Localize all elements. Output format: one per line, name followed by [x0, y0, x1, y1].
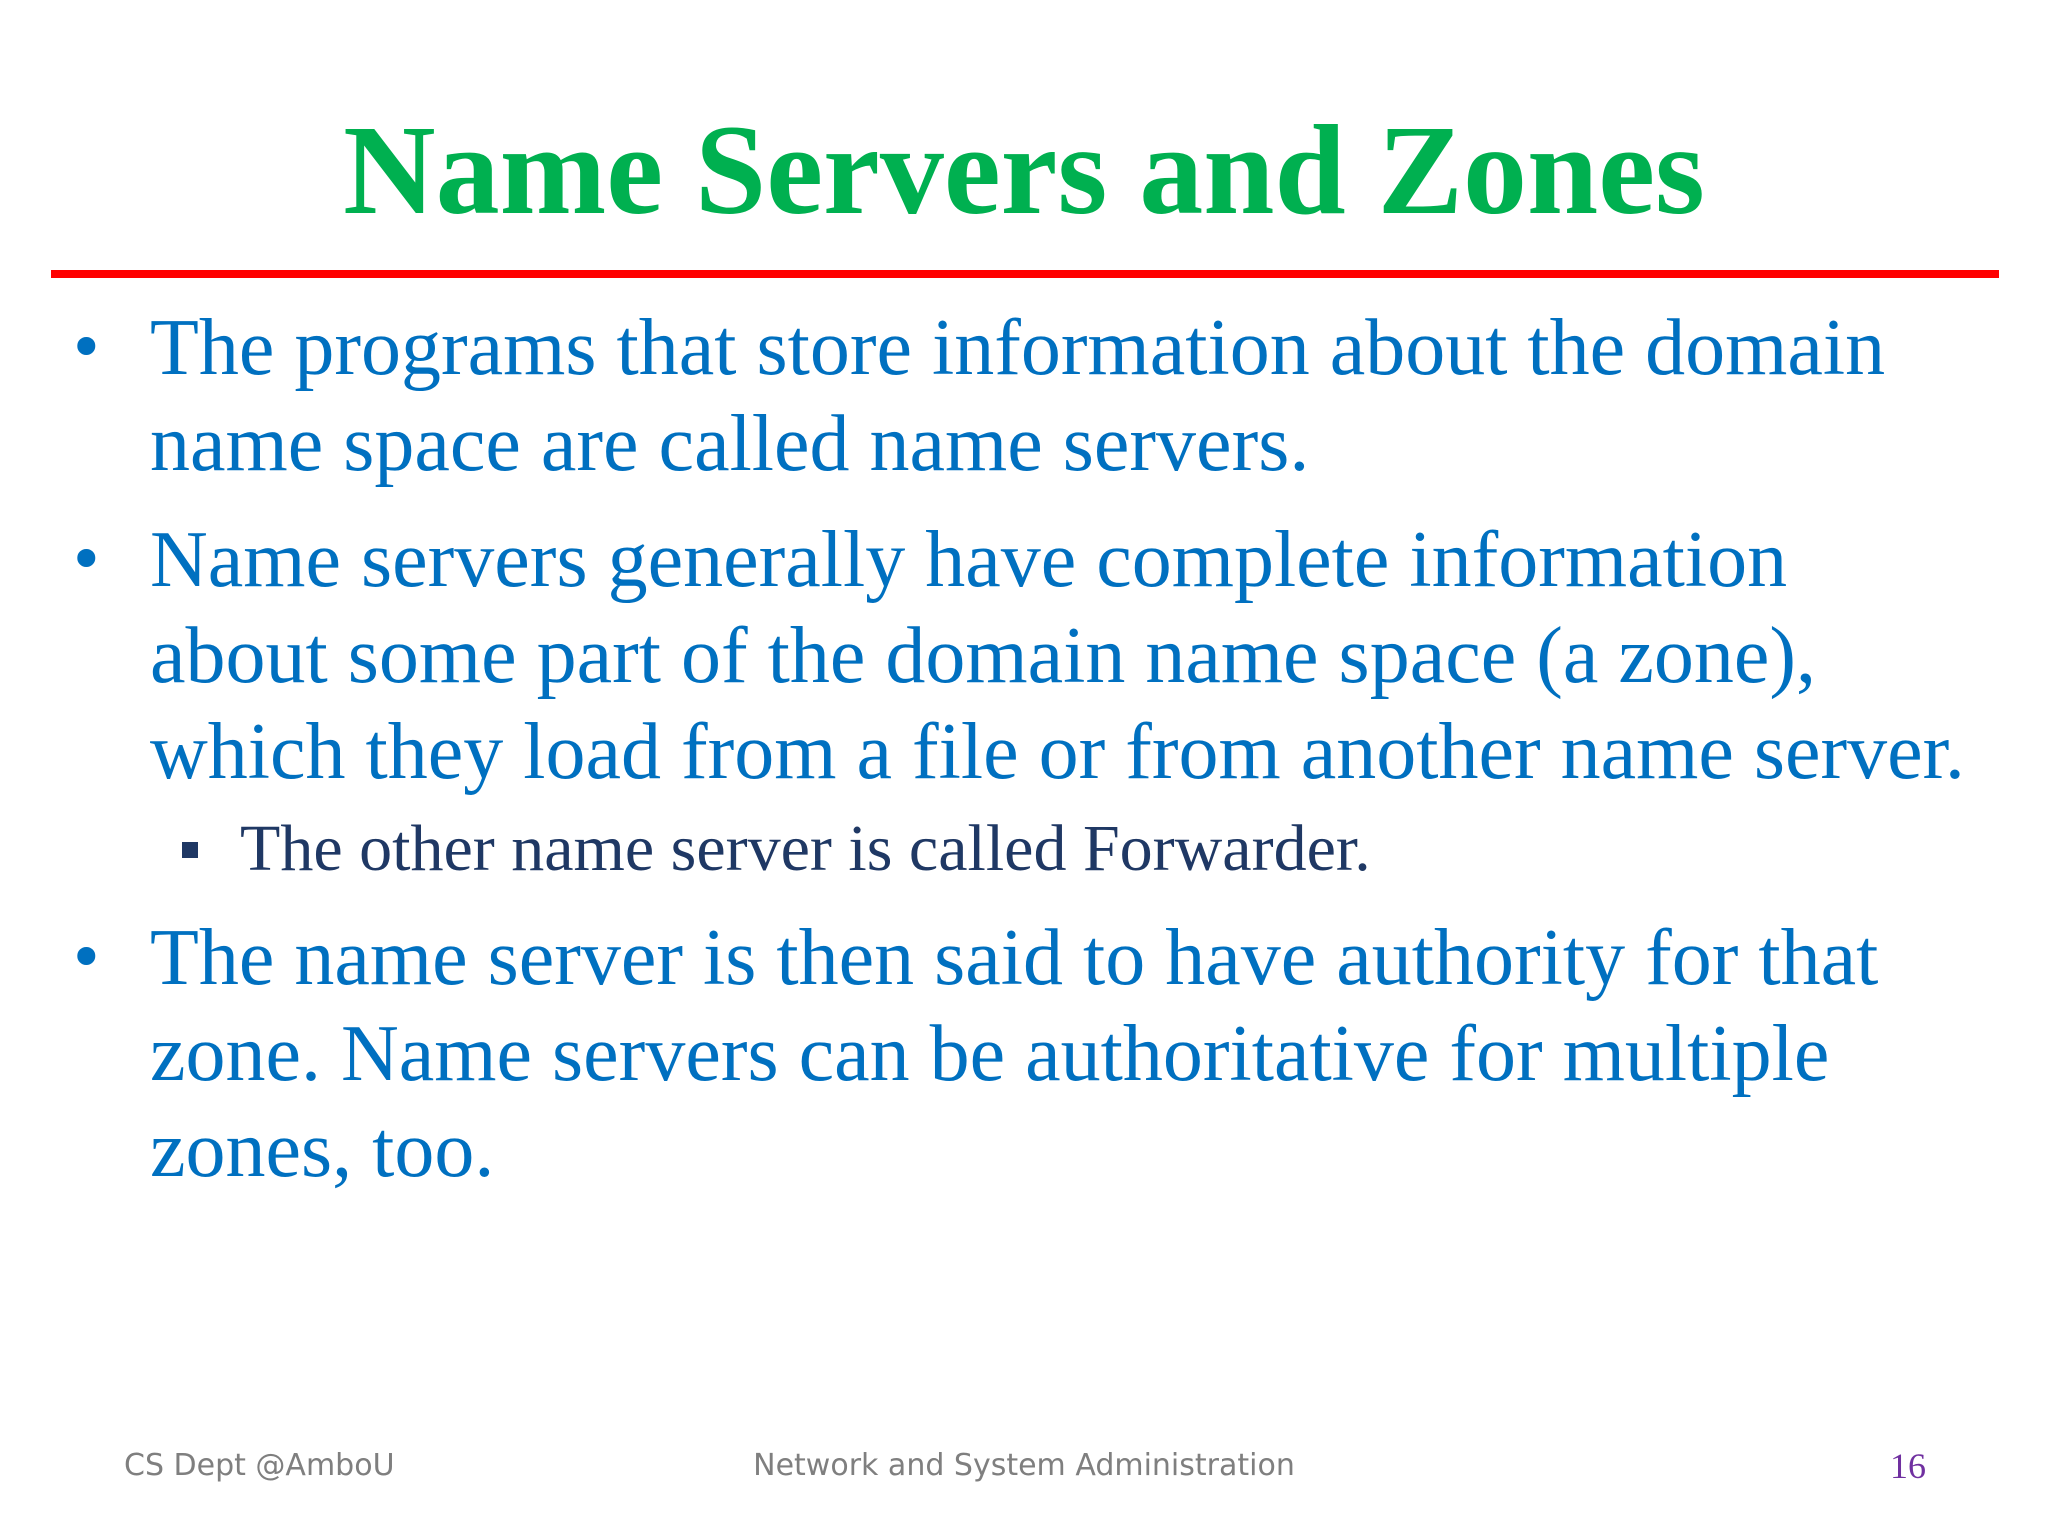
- bullet-text: The name server is then said to have authority for that zone. Name servers can be authoritative for multiple zones, too.: [150, 914, 1879, 1194]
- square-bullet-icon: [182, 842, 198, 858]
- page-number: 16: [1890, 1446, 1926, 1486]
- slide-title: Name Servers and Zones: [343, 99, 1705, 241]
- sub-bullet-text: The other name server is called Forwarder.: [240, 812, 1371, 885]
- footer-course-title: Network and System Administration: [753, 1448, 1295, 1483]
- bullet-text: The programs that store information about the domain name space are called name servers.: [150, 304, 1886, 488]
- bullet-dot-icon: •: [68, 921, 105, 994]
- footer-department: CS Dept @AmboU: [124, 1448, 395, 1483]
- list-item: [0, 910, 1980, 1198]
- list-item: [0, 300, 1980, 492]
- bullet-dot-icon: •: [68, 311, 105, 384]
- list-item: [0, 512, 1980, 800]
- bullet-list: [0, 300, 2048, 1198]
- bullet-text: Name servers generally have complete information about some part of the domain name space (a zone), which they load from a file or from another name server.: [150, 516, 1965, 796]
- bullet-dot-icon: •: [68, 523, 105, 596]
- title-divider: [51, 270, 1999, 278]
- sub-list-item: [0, 808, 2048, 890]
